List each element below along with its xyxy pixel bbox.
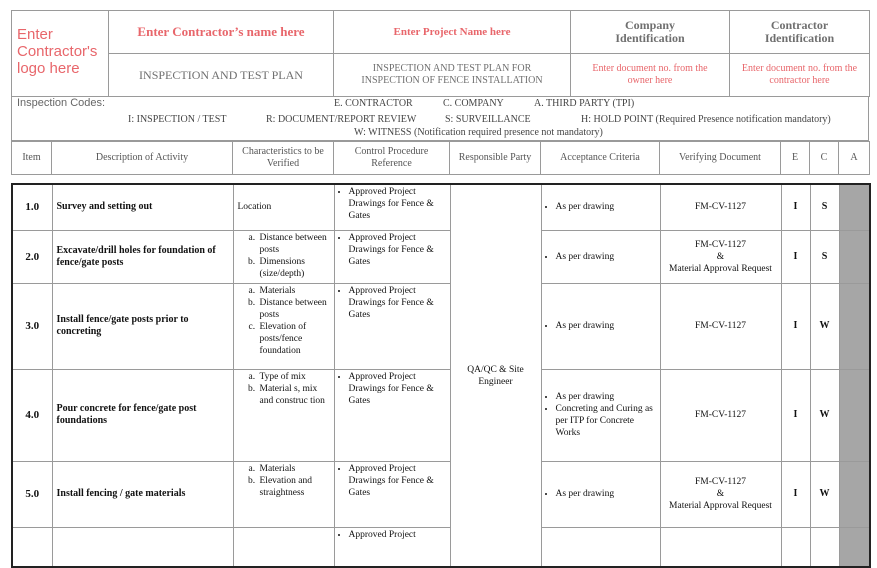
column-header-row (11, 141, 870, 175)
row-item-number (12, 527, 52, 567)
row-description: Pour concrete for fence/gate post foundations (52, 369, 233, 461)
row-control-reference (334, 369, 450, 461)
row-acceptance-criteria (541, 369, 660, 461)
control-list (339, 186, 449, 222)
contractor-doc-no[interactable]: Enter document no. from the contractor here (730, 54, 870, 97)
table-row (12, 369, 870, 461)
row-item-number: 3.0 (12, 283, 52, 369)
row-control-reference (334, 230, 450, 283)
row-code-c (810, 527, 839, 567)
row-verifying-document (660, 369, 781, 461)
acceptance-list (546, 391, 659, 439)
row-code-e: I (781, 184, 810, 230)
table-row (12, 283, 870, 369)
row-item-number: 1.0 (12, 184, 52, 230)
control-list (339, 529, 449, 541)
acceptance-item: • As per drawing (556, 251, 659, 263)
row-code-a (839, 184, 870, 230)
project-name[interactable]: Enter Project Name here (334, 11, 571, 54)
control-list (339, 285, 449, 321)
row-code-a (839, 527, 870, 567)
row-verifying-document (660, 527, 781, 567)
characteristic-item: b. Dimensions (size/depth) (258, 256, 333, 280)
acceptance-list (546, 201, 659, 213)
inspection-codes (11, 96, 869, 141)
col-characteristics: Characteristics to be Verified (233, 142, 334, 175)
itp-table (11, 183, 871, 568)
col-responsible: Responsible Party (450, 142, 541, 175)
row-code-c: W (810, 283, 839, 369)
row-verifying-document (660, 461, 781, 527)
code-h: H: HOLD POINT (Required Presence notification mandatory) (581, 114, 831, 125)
code-i: I: INSPECTION / TEST (128, 114, 227, 125)
company-id-label: Company Identification (571, 11, 730, 54)
contractor-id-label: Contractor Identification (730, 11, 870, 54)
contractor-name[interactable]: Enter Contractor’s name here (109, 11, 334, 54)
acceptance-list (546, 251, 659, 263)
col-acceptance: Acceptance Criteria (541, 142, 660, 175)
code-s: S: SURVEILLANCE (445, 114, 531, 125)
control-item: • Approved Project Drawings for Fence & Gates (349, 371, 449, 407)
codes-label: Inspection Codes: (17, 97, 106, 109)
control-item: • Approved Project Drawings for Fence & Gates (349, 186, 449, 222)
table-row (12, 527, 870, 567)
characteristics-list (238, 285, 333, 357)
col-e: E (781, 142, 810, 175)
doc-subtitle: INSPECTION AND TEST PLAN FOR INSPECTION OF FENCE INSTALLATION (334, 54, 571, 97)
characteristics-list (238, 232, 333, 280)
row-control-reference (334, 461, 450, 527)
code-e: E. CONTRACTOR (334, 98, 413, 109)
row-characteristics (233, 461, 334, 527)
row-description: Survey and setting out (52, 184, 233, 230)
row-code-e: I (781, 230, 810, 283)
control-list (339, 371, 449, 407)
verifying-line: FM-CV-1127 (694, 239, 747, 250)
row-verifying-document (660, 230, 781, 283)
doc-title: INSPECTION AND TEST PLAN (109, 54, 334, 97)
characteristic-item: a. Distance between posts (258, 232, 333, 256)
row-item-number: 4.0 (12, 369, 52, 461)
row-code-c: S (810, 184, 839, 230)
row-characteristics (233, 283, 334, 369)
row-acceptance-criteria (541, 461, 660, 527)
row-item-number: 2.0 (12, 230, 52, 283)
row-description (52, 527, 233, 567)
characteristic-text: Location (237, 202, 272, 213)
col-a: A (839, 142, 870, 175)
code-c: C. COMPANY (443, 98, 504, 109)
code-r: R: DOCUMENT/REPORT REVIEW (266, 114, 417, 125)
verifying-line: FM-CV-1127 (694, 202, 747, 213)
table-row (12, 230, 870, 283)
row-acceptance-criteria (541, 283, 660, 369)
acceptance-item: • As per drawing (556, 488, 659, 500)
table-row (12, 461, 870, 527)
row-acceptance-criteria (541, 230, 660, 283)
row-control-reference (334, 527, 450, 567)
company-doc-no[interactable]: Enter document no. from the owner here (571, 54, 730, 97)
row-code-a (839, 230, 870, 283)
characteristic-item: a. Materials (258, 463, 333, 475)
row-control-reference (334, 283, 450, 369)
row-code-a (839, 461, 870, 527)
characteristic-item: b. Material s, mix and construc tion (258, 383, 333, 407)
control-item: • Approved Project Drawings for Fence & Gates (349, 463, 449, 499)
row-code-a (839, 369, 870, 461)
verifying-line: & (716, 489, 725, 499)
acceptance-item: • As per drawing (556, 201, 659, 213)
row-code-c: W (810, 369, 839, 461)
col-description: Description of Activity (52, 142, 233, 175)
row-acceptance-criteria (541, 527, 660, 567)
row-verifying-document (660, 184, 781, 230)
col-control: Control Procedure Reference (334, 142, 450, 175)
characteristic-item: a. Materials (258, 285, 333, 297)
control-item: • Approved Project (349, 529, 449, 541)
characteristic-item: b. Distance between posts (258, 297, 333, 321)
logo-text: Enter Contractor's logo here (17, 26, 98, 77)
row-control-reference (334, 184, 450, 230)
row-description: Install fencing / gate materials (52, 461, 233, 527)
col-verifying: Verifying Document (660, 142, 781, 175)
header-table (11, 10, 870, 97)
acceptance-item: • As per drawing (556, 320, 659, 332)
characteristic-item: b. Elevation and straightness (258, 475, 333, 499)
verifying-line: Material Approval Request (669, 263, 772, 274)
col-item: Item (12, 142, 52, 175)
characteristic-item: a. Type of mix (258, 371, 333, 383)
control-item: • Approved Project Drawings for Fence & Gates (349, 232, 449, 268)
row-code-e: I (781, 461, 810, 527)
row-description: Excavate/drill holes for foundation of fence/gate posts (52, 230, 233, 283)
verifying-line: FM-CV-1127 (694, 321, 747, 331)
row-characteristics (233, 184, 334, 230)
code-a: A. THIRD PARTY (TPI) (534, 98, 635, 109)
responsible-party: QA/QC & Site Engineer (450, 184, 541, 567)
logo-placeholder (12, 11, 109, 97)
col-c: C (810, 142, 839, 175)
verifying-line: Material Approval Request (669, 501, 772, 511)
verifying-line: FM-CV-1127 (694, 410, 747, 420)
verifying-line: FM-CV-1127 (694, 477, 747, 487)
acceptance-item: • As per drawing (556, 391, 659, 403)
control-list (339, 232, 449, 268)
row-characteristics (233, 369, 334, 461)
control-list (339, 463, 449, 499)
row-verifying-document (660, 283, 781, 369)
acceptance-list (546, 488, 659, 500)
characteristics-list (238, 463, 333, 499)
row-code-e: I (781, 283, 810, 369)
row-description: Install fence/gate posts prior to concreting (52, 283, 233, 369)
row-code-a (839, 283, 870, 369)
acceptance-item: • Concreting and Curing as per ITP for Concrete Works (556, 403, 659, 439)
row-code-c: W (810, 461, 839, 527)
code-w: W: WITNESS (Notification required presence not mandatory) (354, 127, 603, 138)
characteristics-list (238, 371, 333, 407)
row-characteristics (233, 230, 334, 283)
acceptance-list (546, 320, 659, 332)
table-row (12, 184, 870, 230)
row-code-c: S (810, 230, 839, 283)
row-item-number: 5.0 (12, 461, 52, 527)
itp-body (11, 183, 869, 540)
verifying-line: & (716, 251, 725, 262)
control-item: • Approved Project Drawings for Fence & Gates (349, 285, 449, 321)
row-code-e: I (781, 369, 810, 461)
row-acceptance-criteria (541, 184, 660, 230)
row-characteristics (233, 527, 334, 567)
row-code-e (781, 527, 810, 567)
characteristic-item: c. Elevation of posts/fence foundation (258, 321, 333, 357)
